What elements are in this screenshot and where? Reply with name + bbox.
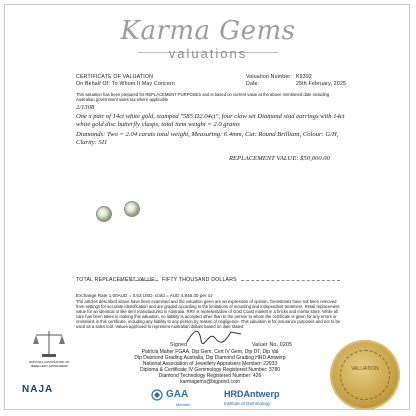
total-words: FIFTY THOUSAND DOLLARS: [162, 277, 237, 283]
scales-of-justice-icon: [30, 328, 68, 360]
gold-seal: [330, 340, 400, 410]
valuer-number: Valuer No. 0205: [252, 342, 293, 348]
item-code: 2/1308: [76, 104, 95, 111]
valuer-credential-3: Diploma & Certificate IV Gemmology Registered Number: 3780: [139, 367, 281, 373]
diamond-earring-right: [124, 201, 140, 217]
valuer-credential-2: National Association of Jewellery Appraisers Member: 22033: [142, 361, 278, 367]
date-label: Date:: [246, 81, 260, 87]
valuation-number-label: Valuation Number:: [246, 74, 292, 80]
gaa-member-label: Member: [176, 402, 191, 407]
gaa-emblem-icon: [150, 389, 164, 401]
valuation-notes: The articles described above have been examined and the valuation given are an expression of opinion. Gemstones have not been removed from settings for accurate identification and are graded according to the limitations of mounting and independent treatment. Retail replacement value for an identical or like item manufactured in Australia. RRV is representative of Gold Coast market in a bricks and mortar store. While all care has been taken in making this valuation, no liability is accepted other than to the person to whom the certificate is given for any errors or omissions in this certificate, including any liability to any person by reason of negligence. This valuation is for insurance purposes and not to be used as a sales tool. Values approved to represent Australian dollars based on date stated: [76, 299, 341, 329]
valuer-credential-4: Diamond Technology Registered Number: 426: [158, 373, 262, 379]
total-label: TOTAL REPLACEMENT VALUE:: [76, 277, 157, 283]
replacement-disclaimer: This valuation has been prepared for REPLACEMENT PURPOSES and is based on current value at the above mentioned date including Australian government sales tax where applicable: [76, 92, 330, 102]
gaa-logo: GAA: [166, 389, 189, 400]
seal-text: VALUATION: [351, 366, 379, 372]
on-behalf-value: To Whom It May Concern: [112, 81, 175, 87]
valuer-email: karmagems@bigpond.com: [180, 379, 240, 385]
valuation-date: 25th February, 2025: [296, 81, 347, 87]
valuation-number: K9392: [296, 74, 313, 80]
naja-logo: NAJA: [22, 384, 54, 395]
hrd-institute-label: Institute of Gemmology: [224, 401, 271, 406]
brand-logo: Karma Gems: [120, 16, 296, 46]
on-behalf-label: On Behalf Of:: [76, 81, 111, 87]
brand-subtitle: valuations: [168, 46, 248, 61]
naja-association-text: NATIONAL ASSOCIATION OF JEWELLERY APPRAISERS: [28, 360, 70, 368]
signature-image: [185, 326, 245, 346]
seal-ring: [340, 350, 390, 400]
item-description: One x pair of 14ct white gold, stamped "585 D2.04ct", four claw set Diamond stud earrings with 14ct white gold disc butterfly clasps, total item weight = 2.0 grams: [76, 113, 345, 128]
valuer-name: Patricia Maher FGAA, Dip Gem, Cert IV Gem, Dip DT, Dip Val: [141, 349, 279, 355]
certificate-title: CERTIFICATE OF VALUATION: [76, 74, 154, 80]
exchange-rates: Exchange Rate 1.00AUD = 0.63 USD, Gold = AUD 4,846.30 per oz: [76, 293, 213, 298]
hrd-logo: HRDAntwerp: [224, 389, 280, 399]
item-diamonds: Diamonds: Two = 2.04 carats total weight, Measuring: 6.4mm, Cut: Round Brilliant, Colour: G/H, Clarity: SI1: [76, 131, 339, 146]
signed-label: Signed: [170, 342, 188, 348]
diamond-earring-left: [96, 206, 112, 222]
valuer-credential-1: Dip Diamond Grading Australia, Dip Diamond Grading HRD Antwerp: [134, 355, 286, 361]
replacement-value: REPLACEMENT VALUE: $50,000.00: [229, 155, 330, 162]
